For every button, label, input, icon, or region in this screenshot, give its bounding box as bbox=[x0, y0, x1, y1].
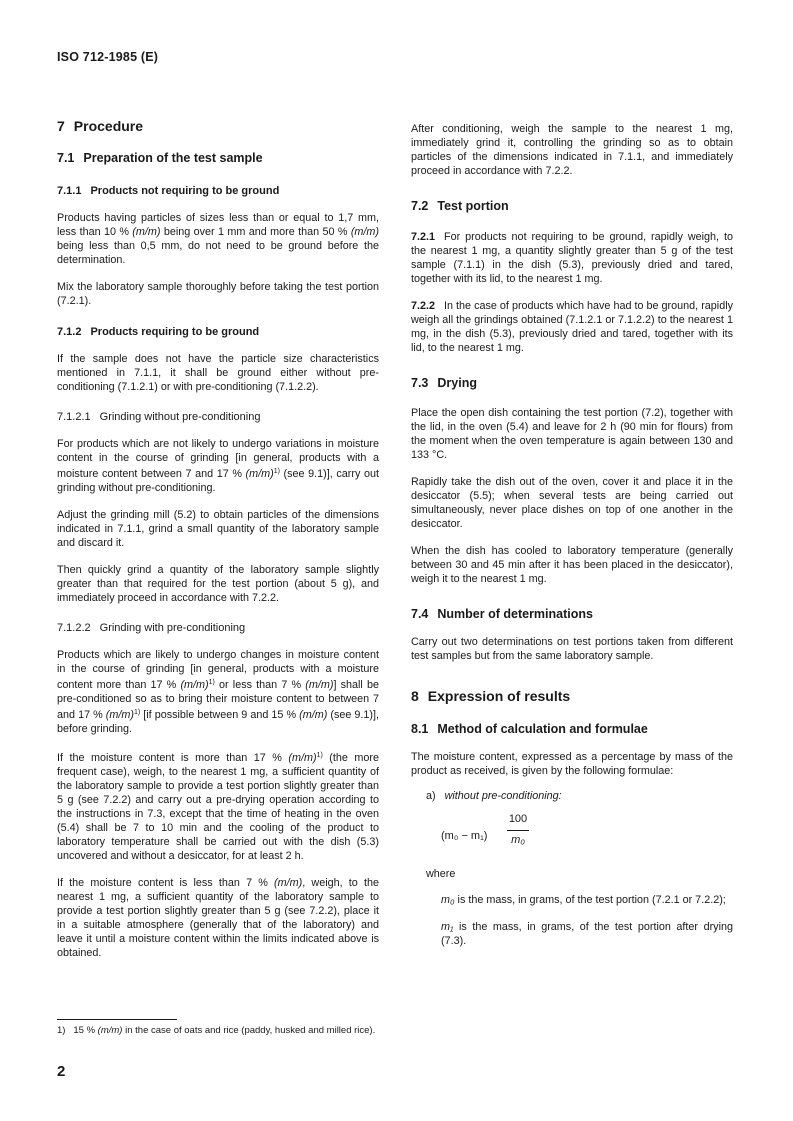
section-title: Grinding without pre-conditioning bbox=[99, 411, 261, 423]
page-number: 2 bbox=[57, 1063, 66, 1080]
section-7-3-heading bbox=[411, 376, 733, 390]
section-7-heading bbox=[57, 118, 379, 134]
section-title: Drying bbox=[437, 376, 477, 390]
section-title: Expression of results bbox=[427, 688, 571, 704]
paragraph: Products having particles of sizes less than or equal to 1,7 mm, less than 10 % (m/m) being over 1 mm and more than 50 % (m/m) being less than 0,5 mm, do not need to be ground before the determination. bbox=[57, 212, 379, 266]
section-7-1-2-1-heading bbox=[57, 411, 379, 423]
section-number: 7.2 bbox=[411, 199, 429, 213]
left-column bbox=[57, 118, 379, 960]
section-number: 7.1.1 bbox=[57, 185, 82, 197]
section-title: Test portion bbox=[437, 199, 509, 213]
section-number: 7.1.2 bbox=[57, 326, 82, 338]
section-7-1-heading bbox=[57, 151, 379, 165]
section-number: 7.4 bbox=[411, 607, 429, 621]
section-title: Number of determinations bbox=[437, 607, 593, 621]
section-title: Products requiring to be ground bbox=[90, 326, 260, 338]
section-7-1-2-2-heading bbox=[57, 622, 379, 634]
page-header: ISO 712-1985 (E) bbox=[57, 50, 159, 64]
section-number: 7 bbox=[57, 118, 65, 134]
section-number: 7.1.2.1 bbox=[57, 411, 91, 423]
section-7-1-2-heading bbox=[57, 326, 379, 338]
section-number: 8 bbox=[411, 688, 419, 704]
formula-denominator: m₀ bbox=[511, 834, 525, 846]
section-8-heading bbox=[411, 688, 733, 704]
right-column bbox=[411, 122, 733, 948]
section-7-4-heading bbox=[411, 607, 733, 621]
paragraph: When the dish has cooled to laboratory temperature (generally between 30 and 45 min after it has been placed in the desiccator), weigh it to the nearest 1 mg. bbox=[411, 545, 733, 585]
paragraph: Mix the laboratory sample thoroughly before taking the test portion (7.2.1). bbox=[57, 281, 379, 307]
section-title: Procedure bbox=[73, 118, 144, 134]
section-number: 7.1 bbox=[57, 151, 75, 165]
section-number: 7.3 bbox=[411, 376, 429, 390]
paragraph: Rapidly take the dish out of the oven, cover it and place it in the desiccator (5.5); when several tests are being carried out simultaneously, never place dishes on top of one another in the desiccator. bbox=[411, 476, 733, 530]
fraction-bar bbox=[507, 830, 529, 831]
paragraph: Products which are likely to undergo changes in moisture content in the course of grinding [in general, products with a moisture content more than 17 % $(m/m)^{1)}$ or less than 7 % (m/m)] shall be pre-conditioned so as to bring their moisture content to between 7 and 17 % $(m/m)^{1)}$ [if possible between 9 and 15 % (m/m) (see 9.1)], before grinding. bbox=[57, 649, 380, 735]
section-title: Method of calculation and formulae bbox=[437, 722, 648, 736]
paragraph: 7.2.2 In the case of products which have had to be ground, rapidly weigh all the grindings obtained (7.1.2.1 or 7.1.2.2) to the nearest 1 mg, in the dish (5.3), previously dried and tared, together with its lid, to the nearest 1 mg. bbox=[411, 300, 733, 354]
section-title: Preparation of the test sample bbox=[83, 151, 263, 165]
paragraph: Adjust the grinding mill (5.2) to obtain particles of the dimensions indicated in 7.1.1, grind a small quantity of the laboratory sample and discard it. bbox=[57, 509, 379, 549]
footnote: 1) 15 % (m/m) in the case of oats and rice (paddy, husked and milled rice). bbox=[57, 1025, 376, 1036]
paragraph: Carry out two determinations on test portions taken from different test samples but from the same laboratory sample. bbox=[411, 636, 733, 662]
paragraph: If the moisture content is less than 7 % (m/m), weigh, to the nearest 1 mg, a sufficient quantity of the laboratory sample to provide a test portion slightly greater than 5 g (see 7.2.2), place it in a suitable atmosphere (generally that of the laboratory) and leave it until a moisture content within the limits indicated above is obtained. bbox=[57, 877, 379, 959]
paragraph: After conditioning, weigh the sample to the nearest 1 mg, immediately grind it, controlling the grinding so as to obtain particles of the dimensions indicated in 7.1.1, and immediately proceed in accordance with 7.2.2. bbox=[411, 123, 733, 177]
paragraph: 7.2.1 For products not requiring to be ground, rapidly weigh, to the nearest 1 mg, a quantity slightly greater than 5 g of the test sample (7.1.1) in the dish (5.3), previously dried and tared, together with its lid, to the nearest 1 mg. bbox=[411, 231, 733, 285]
footnote-rule bbox=[57, 1019, 177, 1020]
section-7-1-1-heading bbox=[57, 185, 379, 197]
variable-definition: m₁ is the mass, in grams, of the test portion after drying (7.3). bbox=[441, 921, 733, 947]
paragraph: If the moisture content is more than 17 % $(m/m)^{1)}$ (the more frequent case), weigh, to the nearest 1 mg, a sufficient quantity of the laboratory sample to provide a test portion slightly greater than 5 g (see 7.2.2) and carry out a pre-drying operation according to the instructions in 7.3, except that the time of heating in the oven (5.4) shall be 7 to 10 min and the cooling of the product to laboratory temperature shall be carried out with the dish (5.3) uncovered and without a desiccator, for at least 2 h. bbox=[57, 752, 380, 862]
paragraph: Place the open dish containing the test portion (7.2), together with the lid, in the oven (5.4) and leave for 2 h (90 min for flours) from the moment when the oven temperature is again between 130 and 133 °C. bbox=[411, 407, 733, 461]
paragraph: Then quickly grind a quantity of the laboratory sample slightly greater than that required for the test portion (about 5 g), and immediately proceed in accordance with 7.2.2. bbox=[57, 564, 379, 604]
moisture-formula bbox=[411, 813, 733, 861]
section-number: 8.1 bbox=[411, 722, 429, 736]
formula-fraction bbox=[507, 813, 529, 846]
section-title: Grinding with pre-conditioning bbox=[99, 622, 246, 634]
section-7-2-heading bbox=[411, 199, 733, 213]
section-number: 7.1.2.2 bbox=[57, 622, 91, 634]
formula-numerator: 100 bbox=[508, 813, 528, 825]
formula-lhs: (m₀ − m₁) bbox=[441, 830, 488, 842]
variable-definition: m₀ is the mass, in grams, of the test portion (7.2.1 or 7.2.2); bbox=[441, 894, 726, 906]
paragraph: If the sample does not have the particle size characteristics mentioned in 7.1.1, it shall be ground either without pre-conditioning (7.1.2.1) or with pre-conditioning (7.1.2.2). bbox=[57, 353, 379, 393]
paragraph: For products which are not likely to undergo variations in moisture content in the course of grinding [in general, products with a moisture content between 7 and 17 % $(m/m)^{1)}$ (see 9.1)], carry out grinding without pre-conditioning. bbox=[57, 438, 379, 494]
list-item: a) without pre-conditioning: bbox=[426, 790, 562, 802]
section-8-1-heading bbox=[411, 722, 733, 736]
where-label: where bbox=[426, 868, 456, 880]
paragraph: The moisture content, expressed as a percentage by mass of the product as received, is given by the following formulae: bbox=[411, 751, 733, 777]
section-title: Products not requiring to be ground bbox=[90, 185, 280, 197]
